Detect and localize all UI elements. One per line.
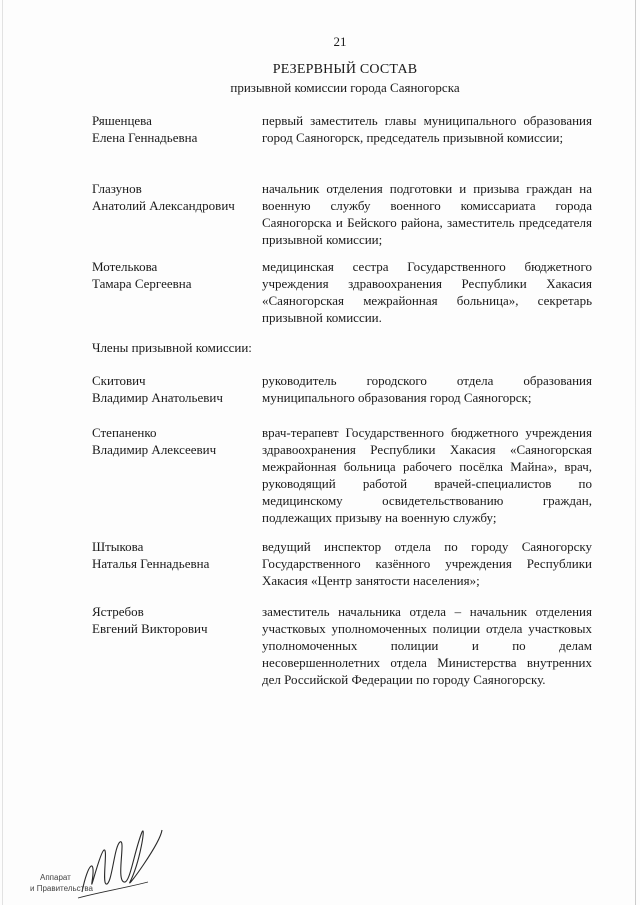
person-given-name: Владимир Анатольевич xyxy=(92,390,223,405)
person-role: первый заместитель главы муниципального образования город Саяногорск, председатель призывной комиссии; xyxy=(262,113,592,145)
stamp-text-line-2: и Правительства xyxy=(30,884,93,893)
scan-edge-left xyxy=(2,0,3,905)
person-given-name: Анатолий Александрович xyxy=(92,198,235,213)
document-title: РЕЗЕРВНЫЙ СОСТАВ xyxy=(272,62,418,77)
person-surname: Ястребов xyxy=(92,604,144,619)
person-surname: Глазунов xyxy=(92,181,142,196)
scan-edge-right xyxy=(635,0,636,905)
person-surname: Мотелькова xyxy=(92,259,158,274)
person-name xyxy=(92,180,262,214)
person-given-name: Елена Геннадьевна xyxy=(92,130,198,145)
person-surname: Ряшенцева xyxy=(92,113,152,128)
person-name xyxy=(92,424,262,458)
person-given-name: Евгений Викторович xyxy=(92,621,208,636)
person-role: руководитель городского отдела образования муниципального образования город Саяногорск; xyxy=(262,373,592,405)
person-role: врач-терапевт Государственного бюджетного учреждения здравоохранения Республики Хакасия «Саяногорская межрайонная больница рабочего посёлка Майна», врач, руководящий работой врачей-специалистов по медицинскому освидетельствованию граждан, подлежащих призыву на военную службу; xyxy=(262,425,592,525)
person-surname: Штыкова xyxy=(92,539,144,554)
person-name xyxy=(92,258,262,292)
members-heading: Члены призывной комиссии: xyxy=(92,340,252,355)
person-surname: Степаненко xyxy=(92,425,157,440)
person-name xyxy=(92,372,262,406)
signature-scribble xyxy=(82,830,162,892)
person-name xyxy=(92,538,262,572)
person-role: медицинская сестра Государственного бюджетного учреждения здравоохранения Республики Хакасия «Саяногорская межрайонная больница», секретарь призывной комиссии. xyxy=(262,259,592,325)
person-role: заместитель начальника отдела – начальник отделения участковых уполномоченных полиции отдела участковых уполномоченных полиции и по делам несовершеннолетних отдела Министерства внутренних дел Российской Федерации по городу Саяногорску. xyxy=(262,604,592,687)
person-given-name: Наталья Геннадьевна xyxy=(92,556,210,571)
stamp-text-line-1: Аппарат xyxy=(40,873,71,882)
person-surname: Скитович xyxy=(92,373,146,388)
person-name xyxy=(92,112,262,146)
person-name xyxy=(92,603,262,637)
person-role: ведущий инспектор отдела по городу Саяногорску Государственного казённого учреждения Республики Хакасия «Центр занятости населения»; xyxy=(262,539,592,588)
page-number: 21 xyxy=(333,34,347,49)
person-role: начальник отделения подготовки и призыва граждан на военную службу военного комиссариата города Саяногорска и Бейского района, заместитель председателя призывной комиссии; xyxy=(262,181,592,247)
person-given-name: Тамара Сергеевна xyxy=(92,276,192,291)
person-given-name: Владимир Алексеевич xyxy=(92,442,217,457)
document-subtitle: призывной комиссии города Саяногорска xyxy=(230,80,460,95)
